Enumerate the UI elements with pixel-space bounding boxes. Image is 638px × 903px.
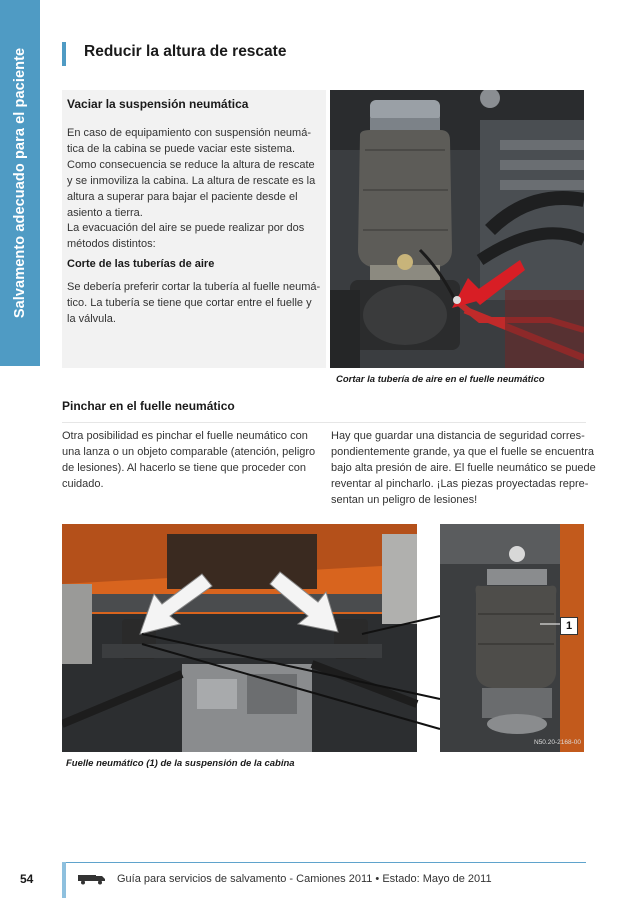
text-line: En caso de equipamiento con suspensión neumá-	[67, 127, 311, 139]
text-line: altura a superar para bajar el paciente desde el	[67, 191, 298, 203]
section1-subheading: Corte de las tuberías de aire	[67, 258, 215, 270]
side-section-tab	[0, 0, 40, 366]
section-divider	[62, 422, 586, 423]
text-line: reventar al pincharlo. ¡Las piezas proyectadas repre-	[331, 478, 589, 490]
section1-para3	[67, 279, 320, 327]
text-line: asiento a tierra.	[67, 207, 143, 219]
text-line: Hay que guardar una distancia de seguridad corres-	[331, 430, 585, 442]
section2-right-para	[331, 428, 596, 508]
text-line: tica de la cabina se puede vaciar este sistema.	[67, 143, 296, 155]
page-number: 54	[20, 872, 34, 886]
text-line: Otra posibilidad es pinchar el fuelle neumático con	[62, 430, 308, 442]
text-line: La evacuación del aire se puede realizar por dos	[67, 222, 305, 234]
title-accent-bar	[62, 42, 66, 66]
photo-air-line-cut	[330, 90, 584, 368]
side-section-label: Salvamento adecuado para el paciente	[12, 47, 28, 319]
text-line: pondientemente grande, ya que el fuelle se encuentra	[331, 446, 594, 458]
section1-para2	[67, 220, 304, 252]
photo-air-line-cut-drawing	[330, 90, 584, 368]
callout-number-badge: 1	[560, 617, 578, 635]
photo1-caption: Cortar la tubería de aire en el fuelle neumático	[336, 374, 545, 385]
footer-accent-bar	[62, 862, 66, 898]
text-line: bajo alta presión de aire. El fuelle neumático se puede	[331, 462, 596, 474]
text-line: métodos distintos:	[67, 238, 156, 250]
text-line: Se debería preferir cortar la tubería al fuelle neumá-	[67, 281, 321, 293]
section2-left-para	[62, 428, 315, 492]
photo-cab-suspension-drawing	[62, 524, 584, 752]
section1-heading: Vaciar la suspensión neumática	[67, 97, 249, 111]
photo-cab-suspension	[62, 524, 584, 752]
truck-icon	[78, 872, 106, 890]
text-line: sentan un peligro de lesiones!	[331, 494, 478, 506]
photo2-caption: Fuelle neumático (1) de la suspensión de la cabina	[66, 758, 295, 769]
text-line: cuidado.	[62, 478, 104, 490]
image-code-label: N50.20-2168-00	[534, 739, 581, 746]
footer-text: Guía para servicios de salvamento - Camiones 2011 • Estado: Mayo de 2011	[117, 873, 492, 885]
section2-heading: Pinchar en el fuelle neumático	[62, 399, 235, 413]
section1-para1	[67, 125, 315, 221]
text-line: de lesiones). Al hacerlo se tiene que proceder con	[62, 462, 306, 474]
text-line: y se inmoviliza la cabina. La altura de rescate es la	[67, 175, 316, 187]
text-line: la válvula.	[67, 313, 116, 325]
text-line: una lanza o un objeto comparable (atención, peligro	[62, 446, 316, 458]
text-line: tico. La tubería se tiene que cortar entre el fuelle y	[67, 297, 312, 309]
footer-rule	[62, 862, 586, 863]
text-line: Como consecuencia se reduce la altura de rescate	[67, 159, 315, 171]
page-title: Reducir la altura de rescate	[84, 43, 287, 60]
